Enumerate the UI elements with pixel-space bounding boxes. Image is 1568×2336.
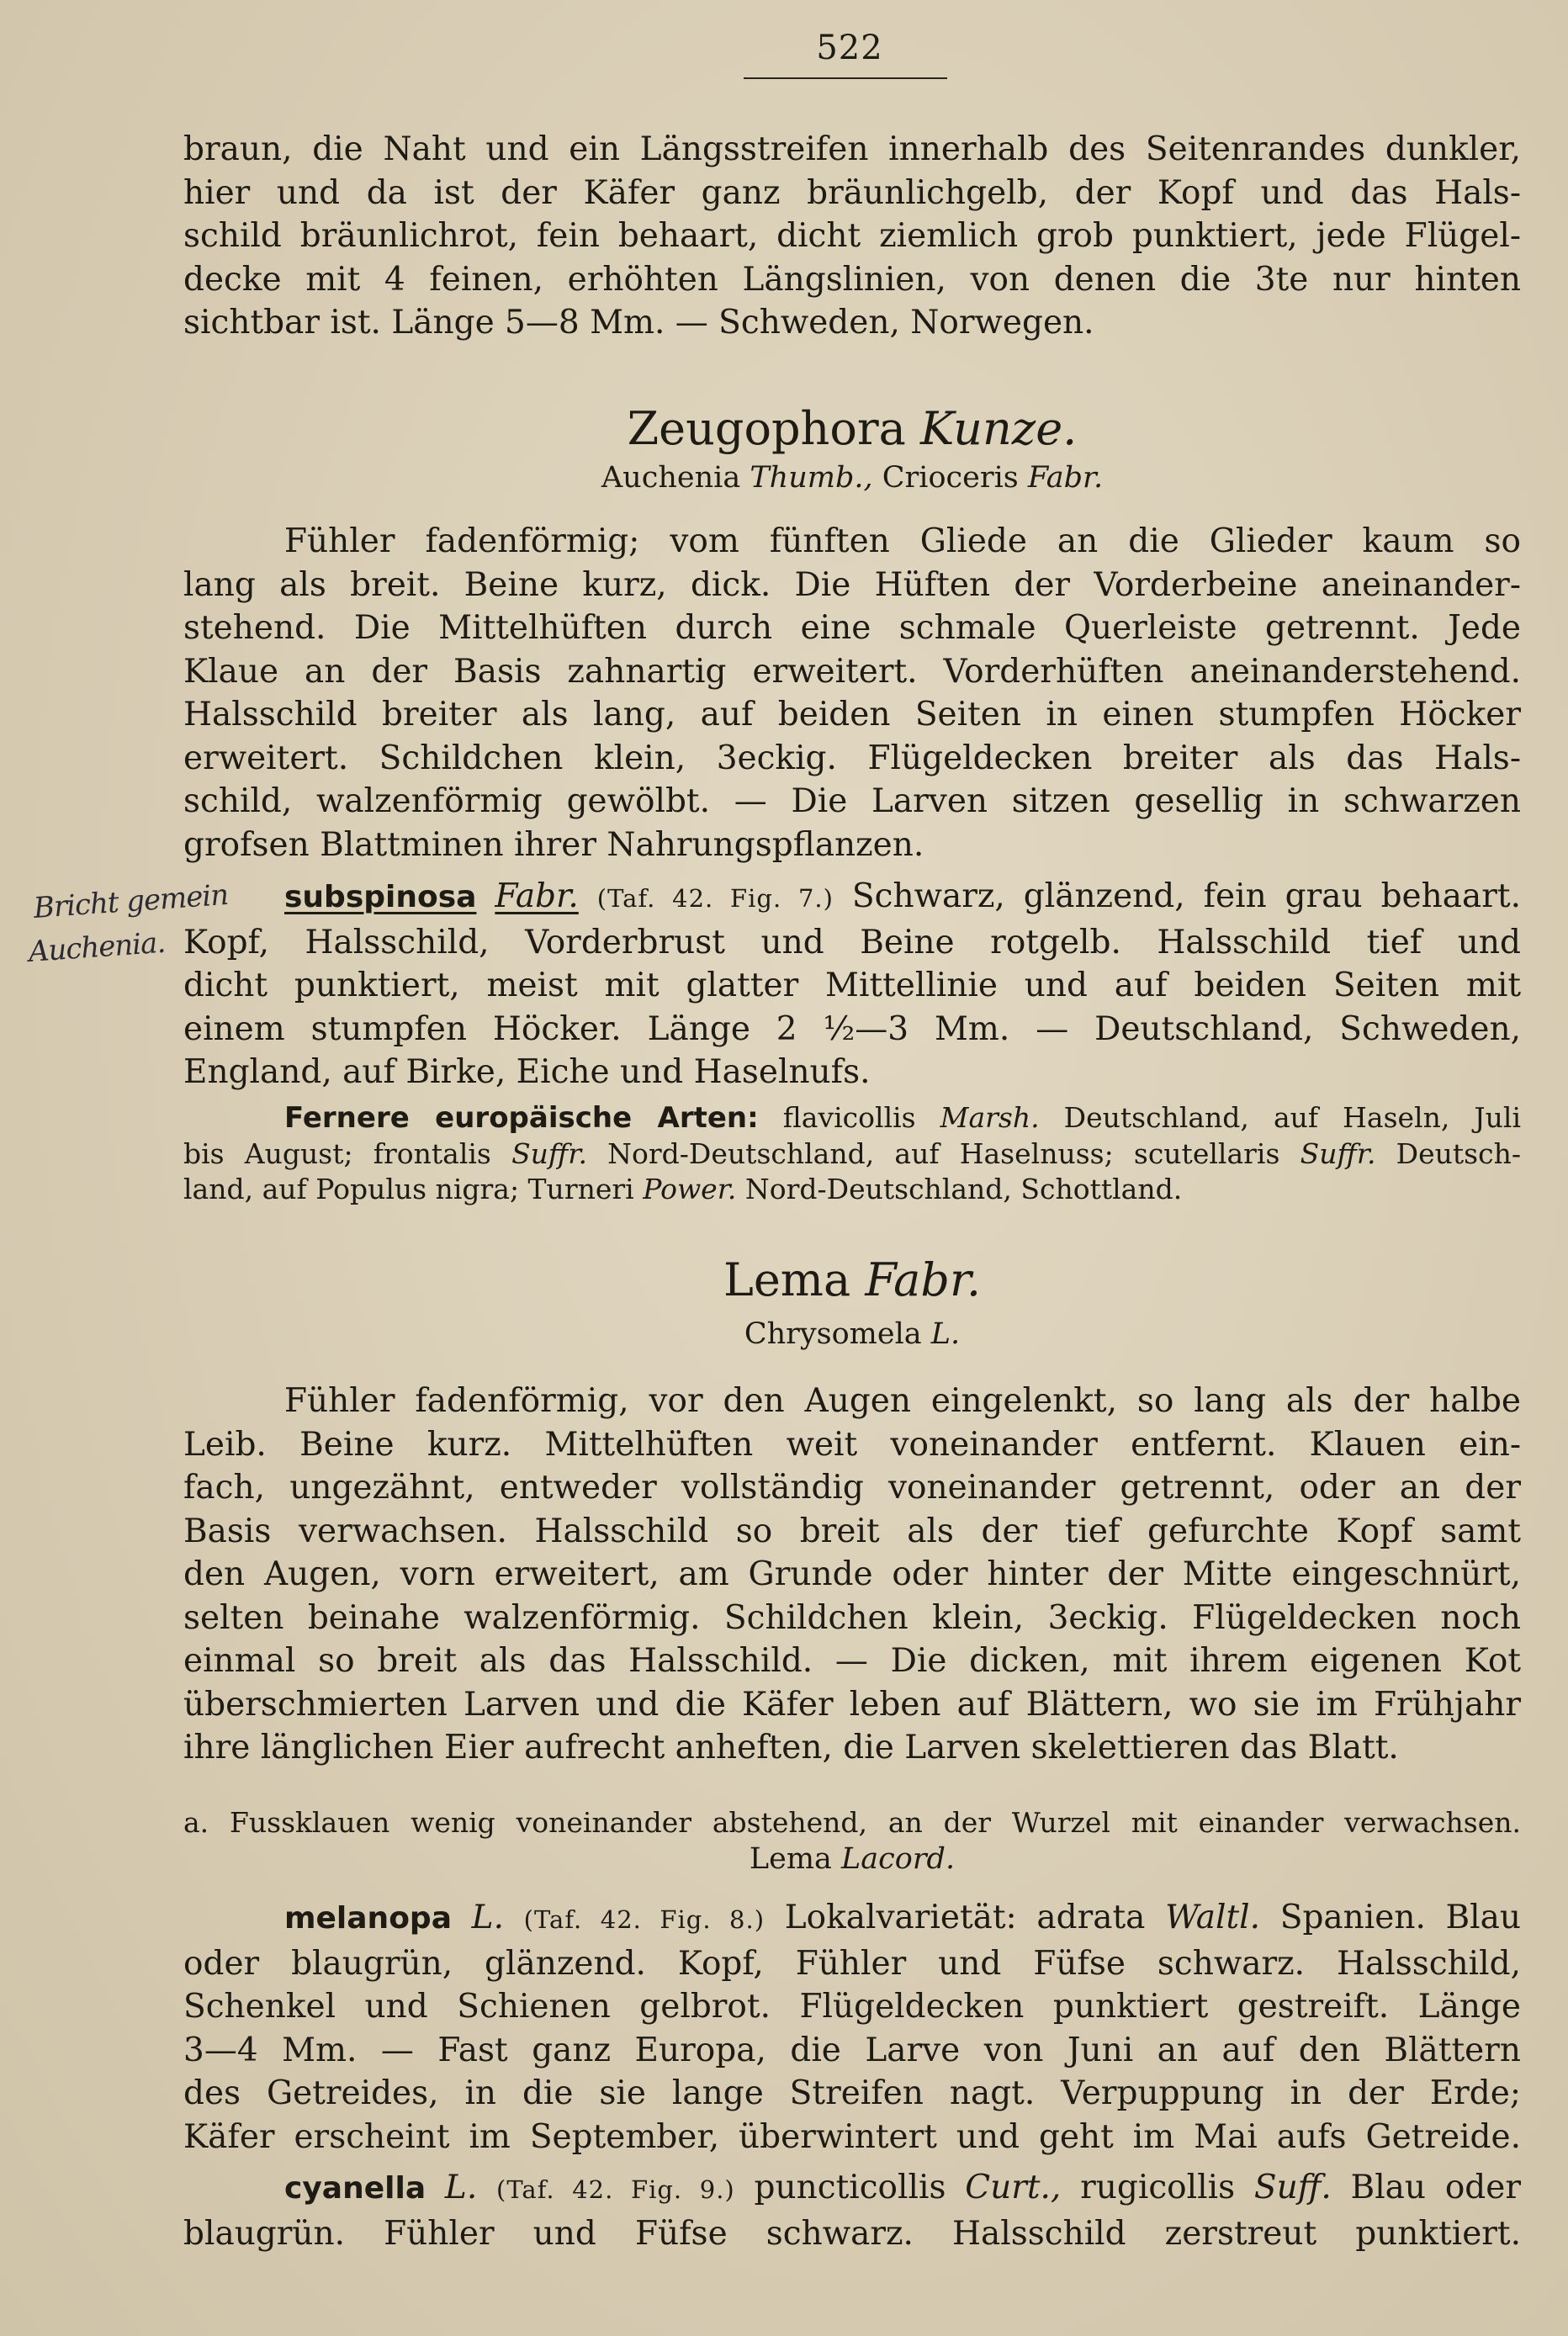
desc-line: schild, walzenförmig gewölbt. — Die Larven sitzen gesellig in schwarzen bbox=[183, 782, 1521, 820]
desc-line: ihre länglichen Eier aufrecht anheften, die Larven skelettieren das Blatt. bbox=[183, 1729, 1399, 1767]
synonym-author: L. bbox=[930, 1317, 961, 1351]
plate-reference: (Taf. 42. Fig. 7.) bbox=[596, 884, 834, 913]
further-author: Power. bbox=[643, 1173, 737, 1205]
further-line bbox=[183, 1100, 1521, 1136]
subgenus-author: Lacord. bbox=[841, 1842, 956, 1876]
species-line: Schenkel und Schienen gelbrot. Flügeldecken punktiert gestreift. Länge bbox=[183, 1988, 1521, 2026]
species-first-line bbox=[183, 875, 1521, 921]
handwritten-note: Auchenia. bbox=[27, 925, 167, 969]
genus-synonyms bbox=[183, 1317, 1521, 1351]
species-line: Kopf, Halsschild, Vorderbrust und Beine rotgelb. Halsschild tief und bbox=[183, 923, 1521, 961]
desc-line: Leib. Beine kurz. Mittelhüften weit voneinander entfernt. Klauen ein- bbox=[183, 1425, 1521, 1464]
species-author: Curt., bbox=[965, 2169, 1062, 2206]
further-text: land, auf Populus nigra; Turneri bbox=[183, 1173, 644, 1205]
species-entry-subspinosa bbox=[183, 875, 1521, 1094]
desc-line: einmal so breit als das Halsschild. — Die dicken, mit ihrem eigenen Kot bbox=[183, 1642, 1521, 1680]
species-author: Waltl. bbox=[1165, 1899, 1261, 1936]
synonym: Chrysomela bbox=[744, 1317, 922, 1351]
synonym: Auchenia bbox=[601, 461, 741, 495]
further-text: Deutschland, auf Haseln, Juli bbox=[1039, 1101, 1521, 1134]
synonym: Crioceris bbox=[882, 461, 1019, 495]
synonym-author: Thumb., bbox=[750, 461, 873, 495]
intro-line: schild bräunlichrot, fein behaart, dicht ziemlich grob punktiert, jede Flügel- bbox=[183, 217, 1521, 255]
page-number: 522 bbox=[816, 29, 883, 67]
species-name: cyanella bbox=[284, 2171, 426, 2206]
handwritten-note: Bricht gemein bbox=[32, 877, 230, 925]
species-author: Fabr. bbox=[495, 877, 579, 915]
further-line bbox=[183, 1136, 1521, 1173]
further-species-note bbox=[183, 1100, 1521, 1208]
desc-line: Basis verwachsen. Halsschild so breit als der tief gefurchte Kopf samt bbox=[183, 1512, 1521, 1550]
desc-line: Klaue an der Basis zahnartig erweitert. Vorderhüften aneinanderstehend. bbox=[183, 652, 1521, 691]
desc-line: überschmierten Larven und die Käfer leben auf Blättern, wo sie im Frühjahr bbox=[183, 1685, 1521, 1724]
genus-author: Kunze. bbox=[920, 402, 1078, 455]
further-author: Suffr. bbox=[511, 1136, 587, 1170]
genus-synonyms bbox=[183, 461, 1521, 495]
species-line: oder blaugrün, glänzend. Kopf, Fühler und Füfse schwarz. Halsschild, bbox=[183, 1944, 1521, 1983]
species-name: subspinosa bbox=[284, 880, 477, 914]
genus-name: Zeugophora bbox=[627, 402, 906, 455]
species-author: L. bbox=[471, 1899, 504, 1936]
genus-author: Fabr. bbox=[865, 1253, 981, 1306]
subsection-text: a. Fussklauen wenig voneinander abstehend, an der Wurzel mit einander verwachsen. bbox=[183, 1806, 1521, 1839]
subsection-a bbox=[183, 1805, 1521, 1841]
plate-reference: (Taf. 42. Fig. 9.) bbox=[496, 2175, 735, 2204]
species-line: einem stumpfen Höcker. Länge 2 ½—3 Mm. — Deutschland, Schweden, bbox=[183, 1009, 1521, 1048]
species-text: rugicollis bbox=[1061, 2169, 1254, 2206]
desc-line: Fühler fadenförmig; vom fünften Gliede an die Glieder kaum so bbox=[284, 522, 1521, 560]
species-text: Schwarz, glänzend, fein grau behaart. bbox=[851, 877, 1521, 915]
species-name: melanopa bbox=[284, 1901, 452, 1936]
subgenus-heading bbox=[183, 1842, 1521, 1876]
desc-line: lang als breit. Beine kurz, dick. Die Hüften der Vorderbeine aneinander- bbox=[183, 565, 1521, 604]
further-label: Fernere europäische Arten: bbox=[284, 1101, 759, 1135]
intro-paragraph bbox=[183, 128, 1521, 345]
species-line: Käfer erscheint im September, überwintert und geht im Mai aufs Getreide. bbox=[183, 2117, 1521, 2156]
species-text: Spanien. Blau bbox=[1260, 1899, 1522, 1936]
desc-line: fach, ungezähnt, entweder vollständig voneinander getrennt, oder an der bbox=[183, 1469, 1521, 1507]
further-text: Nord-Deutschland, auf Haselnuss; scutellaris bbox=[586, 1136, 1300, 1170]
desc-line: erweitert. Schildchen klein, 3eckig. Flügeldecken breiter als das Hals- bbox=[183, 739, 1521, 777]
species-line: 3—4 Mm. — Fast ganz Europa, die Larve von Juni an auf den Blättern bbox=[183, 2031, 1521, 2069]
species-entry-cyanella bbox=[183, 2166, 1521, 2255]
species-line: des Getreides, in die sie lange Streifen nagt. Verpuppung in der Erde; bbox=[183, 2074, 1521, 2112]
species-line: dicht punktiert, meist mit glatter Mittellinie und auf beiden Seiten mit bbox=[183, 967, 1521, 1004]
zeugophora-description bbox=[183, 520, 1521, 866]
page-number-rule bbox=[744, 77, 947, 79]
subgenus-name: Lema bbox=[749, 1842, 832, 1876]
intro-line: hier und da ist der Käfer ganz bräunlichgelb, der Kopf und das Hals- bbox=[183, 173, 1521, 212]
species-author: Suff. bbox=[1253, 2169, 1332, 2206]
desc-line: Fühler fadenförmig, vor den Augen eingelenkt, so lang als der halbe bbox=[284, 1382, 1521, 1420]
desc-line: Halsschild breiter als lang, auf beiden Seiten in einen stumpfen Höcker bbox=[183, 696, 1521, 734]
intro-line: braun, die Naht und ein Längsstreifen innerhalb des Seitenrandes dunkler, bbox=[183, 130, 1521, 168]
species-text: puncticollis bbox=[754, 2169, 966, 2206]
species-line: blaugrün. Fühler und Füfse schwarz. Halsschild zerstreut punktiert. bbox=[183, 2214, 1521, 2253]
intro-line: decke mit 4 feinen, erhöhten Längslinien, von denen die 3te nur hinten bbox=[183, 260, 1521, 299]
plate-reference: (Taf. 42. Fig. 8.) bbox=[523, 1905, 765, 1934]
species-text: Lokalvarietät: adrata bbox=[784, 1899, 1166, 1936]
further-author: Suffr. bbox=[1300, 1136, 1376, 1170]
desc-line: den Augen, vorn erweitert, am Grunde oder hinter der Mitte eingeschnürt, bbox=[183, 1555, 1521, 1593]
species-line: England, auf Birke, Eiche und Haselnufs. bbox=[183, 1053, 871, 1091]
further-text: Deutsch- bbox=[1375, 1136, 1521, 1170]
species-text: Blau oder bbox=[1331, 2169, 1521, 2206]
further-author: Marsh. bbox=[940, 1101, 1040, 1134]
species-author: L. bbox=[444, 2169, 478, 2206]
further-line bbox=[183, 1172, 1521, 1208]
further-text: bis August; frontalis bbox=[183, 1136, 512, 1170]
desc-line: stehend. Die Mittelhüften durch eine schmale Querleiste getrennt. Jede bbox=[183, 609, 1521, 647]
synonym-author: Fabr. bbox=[1027, 461, 1104, 495]
species-first-line bbox=[183, 2166, 1521, 2212]
species-entry-melanopa bbox=[183, 1896, 1521, 2159]
desc-line: selten beinahe walzenförmig. Schildchen klein, 3eckig. Flügeldecken noch bbox=[183, 1598, 1521, 1637]
further-text: flavicollis bbox=[758, 1101, 940, 1134]
intro-line: sichtbar ist. Länge 5—8 Mm. — Schweden, Norwegen. bbox=[183, 304, 1094, 342]
further-text: Nord-Deutschland, Schottland. bbox=[736, 1173, 1183, 1205]
genus-name: Lema bbox=[723, 1253, 851, 1306]
lema-description bbox=[183, 1380, 1521, 1770]
genus-heading-lema bbox=[183, 1253, 1521, 1306]
genus-heading-zeugophora bbox=[183, 402, 1521, 455]
desc-line: grofsen Blattminen ihrer Nahrungspflanzen. bbox=[183, 825, 924, 864]
species-first-line bbox=[183, 1896, 1521, 1942]
